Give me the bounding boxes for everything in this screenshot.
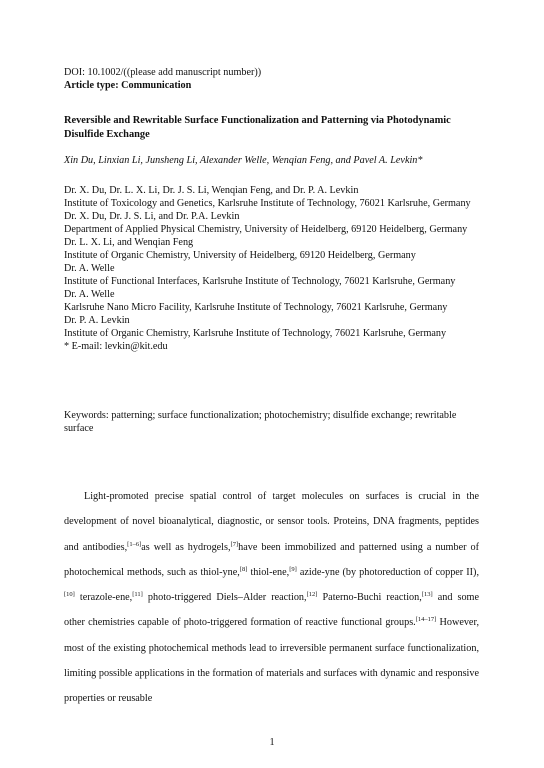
body-text-run: have been immobilized and patterned using a number of photochemical methods, such as thiol-yne, [64, 541, 479, 578]
affiliations [64, 184, 482, 353]
email-line: * E-mail: levkin@kit.edu [64, 341, 168, 352]
body-text-run: as well as hydrogels, [141, 541, 231, 553]
body-text-run: However, most of the existing photochemical methods lead to irreversible permanent surface functionalization, limiting possible applications in the formation of materials and surfaces with dynamic and responsive properties or reusable [64, 617, 479, 705]
body-text-run: Paterno-Buchi reaction, [317, 592, 422, 604]
body-text-run: azide-yne (by photoreduction of copper II), [296, 566, 479, 578]
affiliation-line: Department of Applied Physical Chemistry, University of Heidelberg, 69120 Heidelberg, Germany [64, 224, 468, 235]
author-list: Xin Du, Linxian Li, Junsheng Li, Alexander Welle, Wenqian Feng, and Pavel A. Levkin* [64, 155, 423, 166]
body-text-run: Light-promoted precise spatial control of target molecules on surfaces is crucial in the development of novel bioanalytical, diagnostic, or sensor tools. Proteins, DNA fragments, peptides and antibodies, [64, 491, 479, 553]
body-paragraph [64, 484, 479, 712]
affiliation-line: Institute of Toxicology and Genetics, Karlsruhe Institute of Technology, 76021 Karlsruhe, Germany [64, 198, 471, 209]
citation: [9] [289, 565, 297, 573]
body-text-run: terazole-ene, [74, 592, 133, 604]
citation: [14–17] [415, 616, 437, 624]
doi-line: DOI: 10.1002/((please add manuscript number)) [64, 67, 262, 78]
affiliation-line: Institute of Organic Chemistry, Karlsruhe Institute of Technology, 76021 Karlsruhe, Germany [64, 328, 447, 339]
citation: [7] [230, 540, 239, 548]
body-text-run: and some other chemistries capable of photo-triggered formation of reactive functional groups. [64, 592, 479, 629]
citation: [1–6] [127, 540, 142, 548]
citation: [10] [64, 591, 75, 599]
affiliation-line: Dr. A. Welle [64, 289, 115, 300]
body-text-run: thiol-ene, [247, 566, 290, 578]
affiliation-line: Institute of Organic Chemistry, University of Heidelberg, 69120 Heidelberg, Germany [64, 250, 416, 261]
affiliation-line: Institute of Functional Interfaces, Karlsruhe Institute of Technology, 76021 Karlsruhe, Germany [64, 276, 456, 287]
citation: [13] [421, 591, 433, 599]
header-block [64, 66, 482, 92]
body-text-run: photo-triggered Diels–Alder reaction, [142, 592, 307, 604]
affiliation-line: Dr. A. Welle [64, 263, 115, 274]
citation: [8] [239, 565, 248, 573]
affiliation-line: Dr. L. X. Li, and Wenqian Feng [64, 237, 194, 248]
affiliation-line: Dr. X. Du, Dr. J. S. Li, and Dr. P.A. Levkin [64, 211, 240, 222]
paper-title: Reversible and Rewritable Surface Functionalization and Patterning via Photodynamic Disulfide Exchange [64, 115, 451, 140]
article-type: Article type: Communication [64, 80, 192, 91]
keywords: Keywords: patterning; surface functionalization; photochemistry; disulfide exchange; rewritable surface [64, 410, 457, 434]
page-number: 1 [269, 737, 275, 748]
affiliation-line: Dr. P. A. Levkin [64, 315, 130, 326]
affiliation-line: Dr. X. Du, Dr. L. X. Li, Dr. J. S. Li, Wenqian Feng, and Dr. P. A. Levkin [64, 185, 359, 196]
affiliation-line: Karlsruhe Nano Micro Facility, Karlsruhe Institute of Technology, 76021 Karlsruhe, Germany [64, 302, 448, 313]
citation: [11] [132, 591, 143, 599]
citation: [12] [306, 591, 318, 599]
